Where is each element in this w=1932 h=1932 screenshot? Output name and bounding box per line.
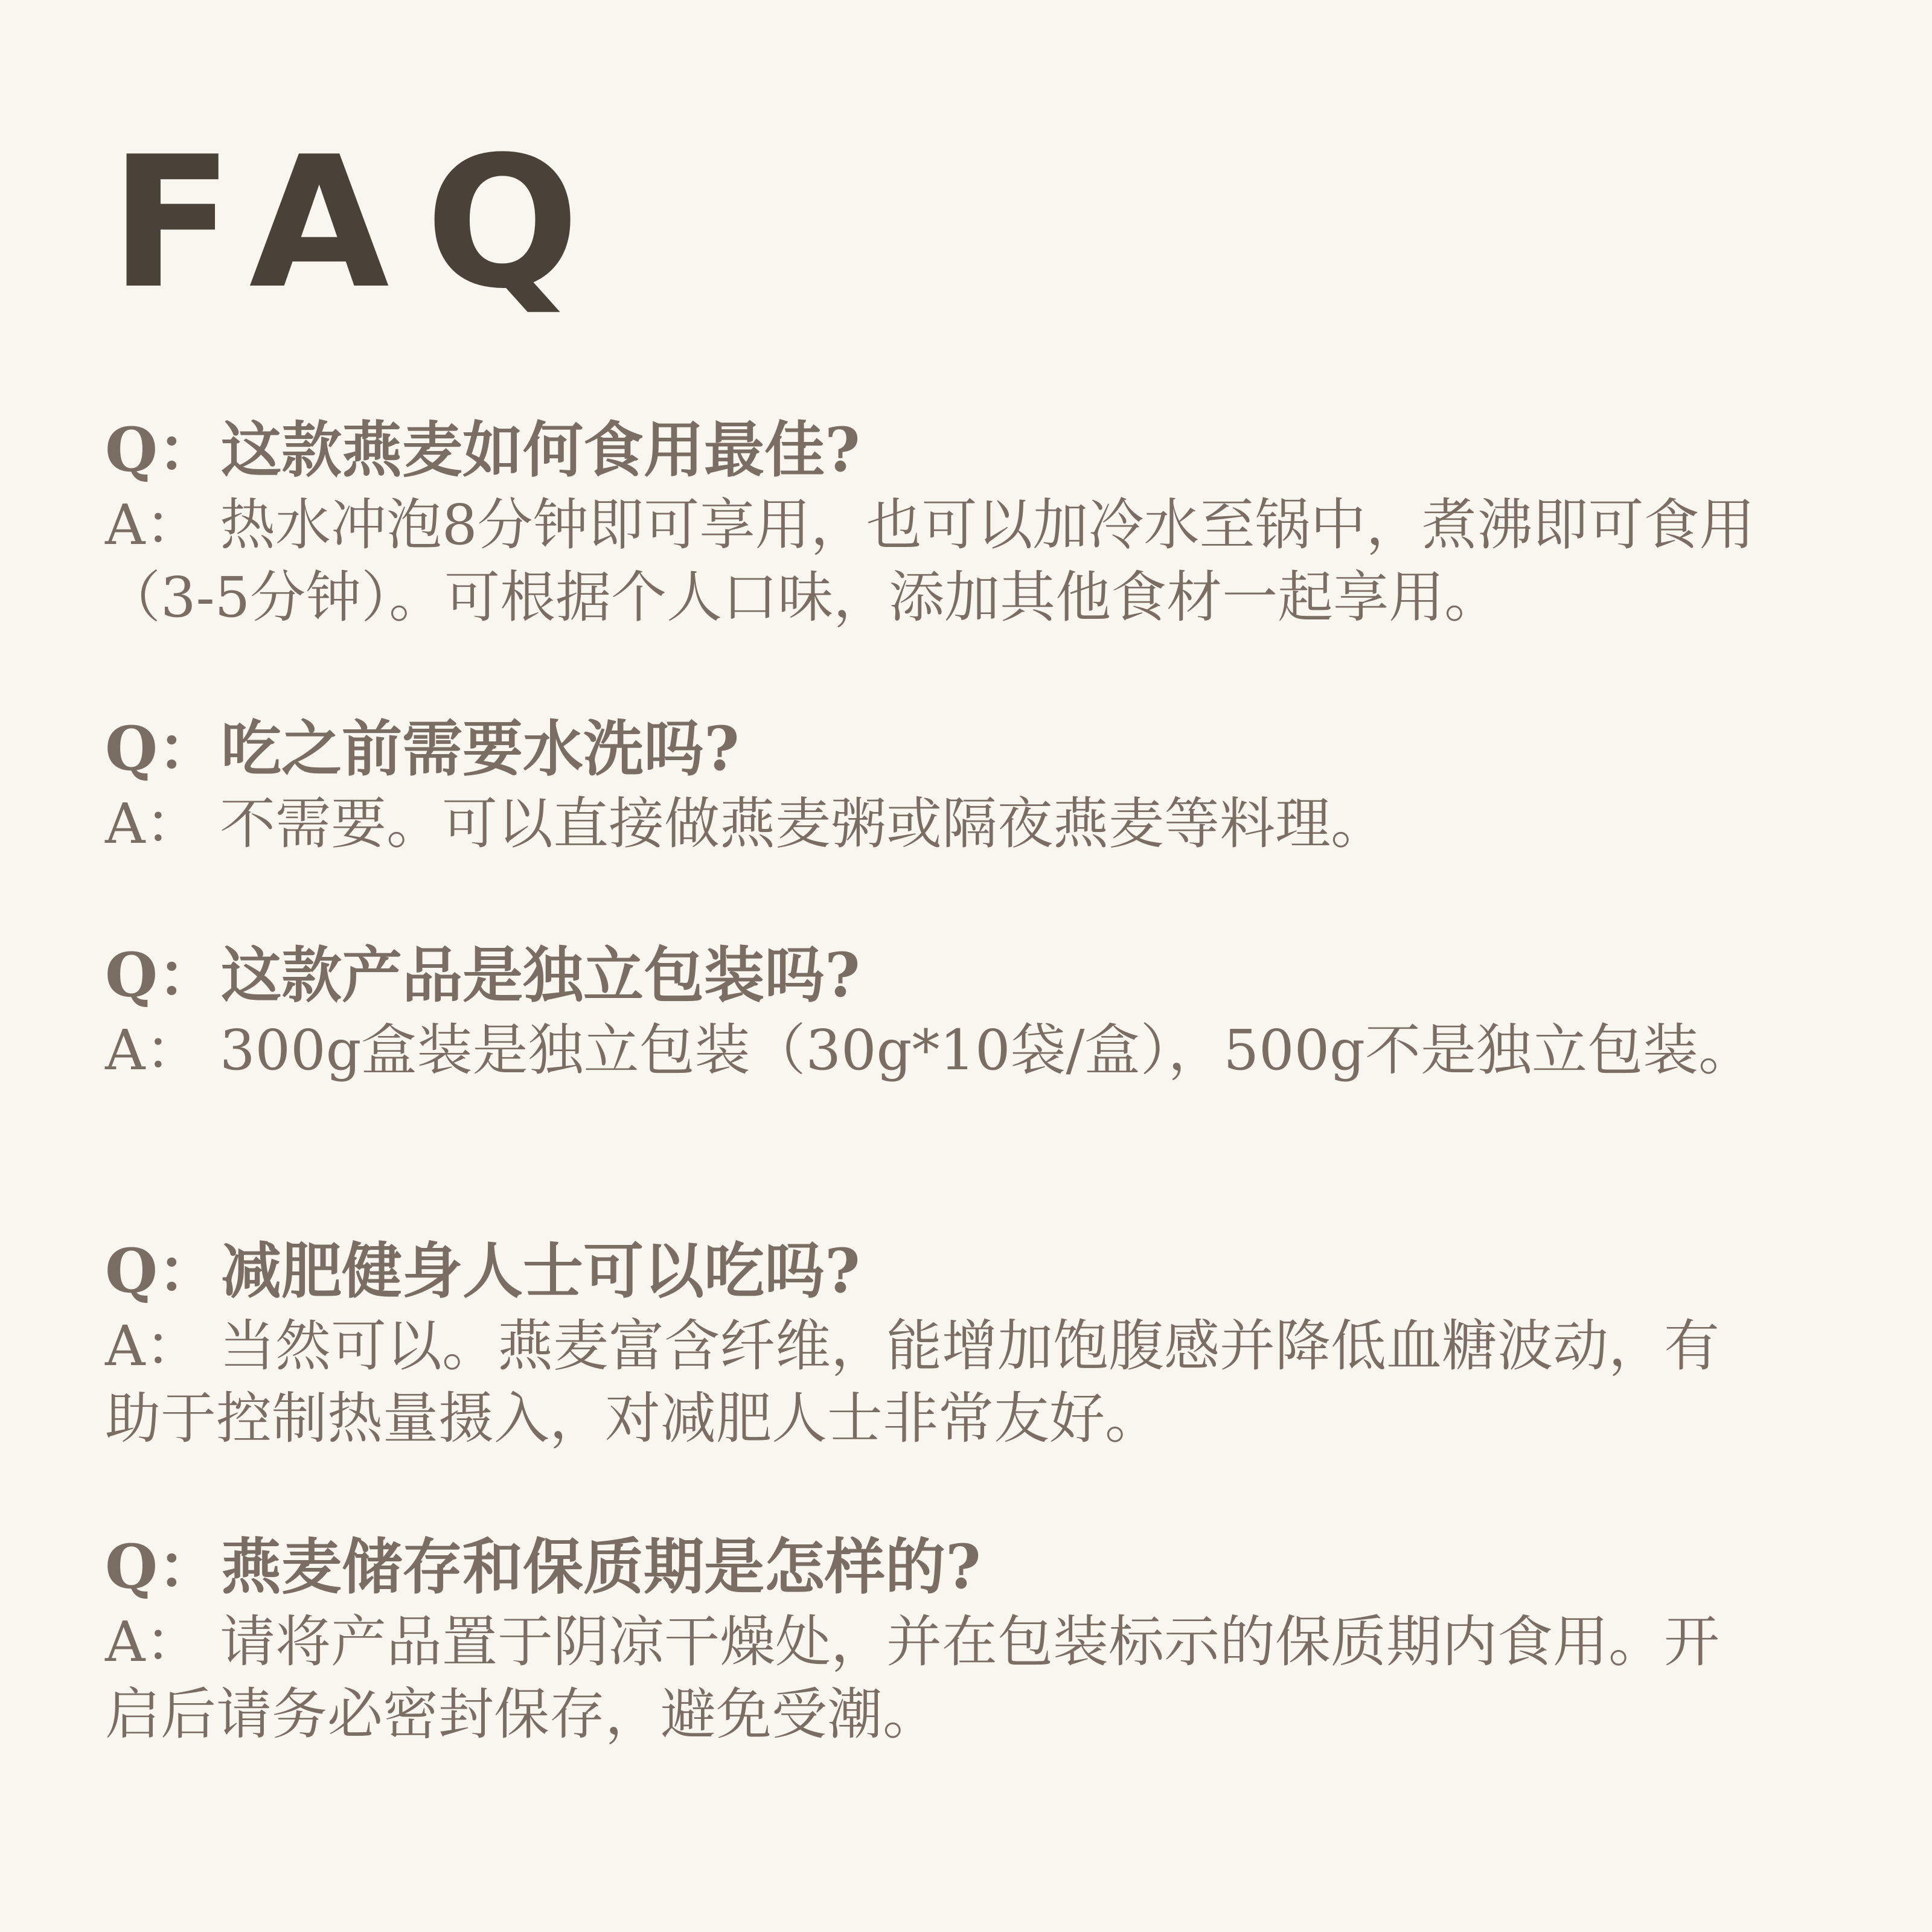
faq-answer: [105, 1014, 1771, 1087]
faq-question: [105, 1232, 1771, 1310]
faq-answer: [105, 489, 1771, 634]
page-title: FAQ: [110, 118, 616, 328]
answer-text: 请将产品置于阴凉干燥处，并在包装标示的保质期内食用。开启后请务必密封保存，避免受潮。: [105, 1610, 1720, 1747]
faq-item: [105, 1232, 1771, 1455]
faq-answer: [105, 1310, 1771, 1455]
faq-answer: [105, 788, 1771, 860]
faq-item: [105, 936, 1771, 1087]
faq-item: [105, 411, 1771, 634]
faq-answer: [105, 1606, 1771, 1751]
answer-text: 300g盒装是独立包装（30g*10袋/盒），500g不是独立包装。: [220, 1018, 1754, 1083]
question-prefix: Q：: [105, 414, 219, 485]
faq-item: [105, 709, 1771, 860]
question-prefix: Q：: [105, 713, 219, 784]
faq-question: [105, 936, 1771, 1014]
answer-prefix: A：: [105, 493, 201, 557]
question-prefix: Q：: [105, 939, 219, 1011]
answer-prefix: A：: [105, 1314, 201, 1378]
answer-prefix: A：: [105, 1610, 201, 1674]
answer-text: 热水冲泡8分钟即可享用，也可以加冷水至锅中，煮沸即可食用（3-5分钟）。可根据个人口味，添加其他食材一起享用。: [105, 493, 1755, 630]
answer-text: 不需要。可以直接做燕麦粥或隔夜燕麦等料理。: [220, 792, 1387, 856]
answer-prefix: A：: [105, 1018, 201, 1083]
faq-question: [105, 709, 1771, 788]
question-text: 这款燕麦如何食用最佳?: [221, 414, 860, 485]
answer-text: 当然可以。燕麦富含纤维，能增加饱腹感并降低血糖波动，有助于控制热量摄入，对减肥人士非常友好。: [105, 1314, 1720, 1451]
question-text: 减肥健身人士可以吃吗?: [221, 1235, 860, 1307]
question-text: 燕麦储存和保质期是怎样的?: [221, 1531, 981, 1602]
faq-question: [105, 411, 1771, 489]
faq-item: [105, 1527, 1771, 1751]
faq-question: [105, 1527, 1771, 1606]
question-prefix: Q：: [105, 1235, 219, 1307]
question-text: 这款产品是独立包装吗?: [221, 939, 860, 1011]
question-prefix: Q：: [105, 1531, 219, 1602]
question-text: 吃之前需要水洗吗?: [221, 713, 740, 784]
answer-prefix: A：: [105, 792, 201, 856]
